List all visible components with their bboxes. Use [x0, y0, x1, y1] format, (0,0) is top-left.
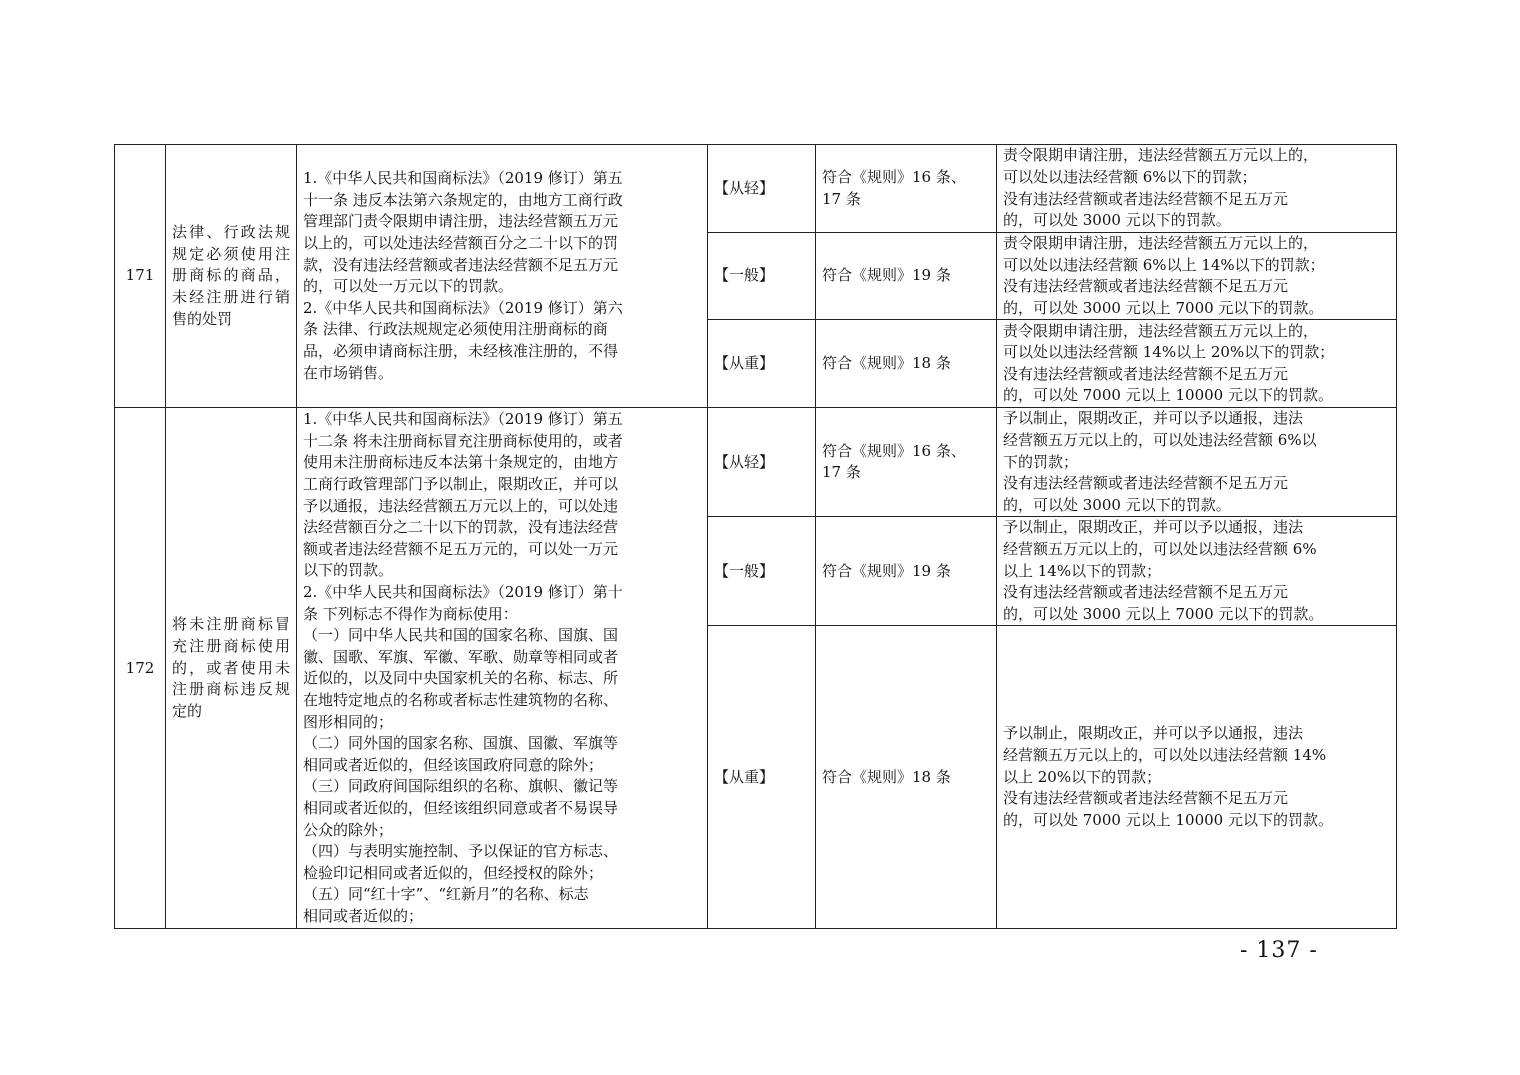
text-line: 十二条 将未注册商标冒充注册商标使用的，或者: [303, 431, 623, 450]
discretion-level-severe: 【从重】: [708, 320, 816, 408]
text-line: 予以通报，违法经营额五万元以上的，可以处违: [303, 496, 619, 515]
text-line: 没有违法经营额或者违法经营额不足五万元: [1003, 189, 1289, 208]
legal-basis: [297, 145, 708, 408]
penalty-standard: [997, 320, 1397, 408]
text-line: 图形相同的；: [303, 712, 394, 731]
text-line: 以上 20%以下的罚款；: [1003, 767, 1162, 786]
text-line: 没有违法经营额或者违法经营额不足五万元: [1003, 583, 1289, 602]
text-line: 的，可以处一万元以下的罚款。: [303, 277, 514, 296]
text-line: 条 法律、行政法规规定必须使用注册商标的商: [303, 320, 608, 339]
violation-name: 将未注册商标冒充注册商标使用的，或者使用未注册商标违反规定的: [166, 408, 297, 929]
text-line: 可以处以违法经营额 14%以上 20%以下的罚款；: [1003, 343, 1335, 362]
text-line: 使用未注册商标违反本法第十条规定的，由地方: [303, 453, 619, 472]
table-row: [115, 408, 1397, 517]
legal-basis: [297, 408, 708, 929]
text-line: 符合《规则》18 条: [822, 354, 951, 373]
table-row: [115, 145, 1397, 233]
text-line: 经营额五万元以上的，可以处以违法经营额 14%: [1003, 745, 1327, 764]
text-line: 公众的除外；: [303, 820, 394, 839]
text-line: （五）同“红十字”、“红新月”的名称、标志: [303, 885, 589, 904]
applicable-condition: [816, 320, 997, 408]
text-line: 下的罚款；: [1003, 452, 1079, 471]
text-line: 可以处以违法经营额 6%以下的罚款；: [1003, 167, 1257, 186]
text-line: 以上的，可以处违法经营额百分之二十以下的罚: [303, 234, 619, 252]
penalty-standards-table: [114, 144, 1397, 929]
table-body: [115, 145, 1397, 929]
text-line: 相同或者近似的，但经该国政府同意的除外；: [303, 755, 604, 774]
penalty-standard: [997, 517, 1397, 626]
text-line: 管理部门责令限期申请注册，违法经营额五万元: [303, 212, 619, 231]
text-line: 予以制止，限期改正，并可以予以通报，违法: [1003, 518, 1304, 537]
text-line: 符合《规则》18 条: [822, 767, 951, 786]
text-line: 以上 14%以下的罚款；: [1003, 561, 1162, 580]
text-line: （三）同政府间国际组织的名称、旗帜、徽记等: [303, 777, 619, 796]
text-line: （四）与表明实施控制、予以保证的官方标志、: [303, 842, 619, 861]
text-line: 徽、国歌、军旗、军徽、军歌、勋章等相同或者: [303, 647, 619, 666]
text-line: 经营额五万元以上的，可以处违法经营额 6%以: [1003, 430, 1317, 449]
text-line: 责令限期申请注册，违法经营额五万元以上的，: [1003, 234, 1319, 252]
text-line: 1.《中华人民共和国商标法》（2019 修订）第五: [303, 169, 623, 188]
text-line: 责令限期申请注册，违法经营额五万元以上的，: [1003, 321, 1319, 340]
applicable-condition: [816, 233, 997, 320]
text-line: 2.《中华人民共和国商标法》（2019 修订）第十: [303, 582, 623, 601]
violation-name: 法律、行政法规规定必须使用注册商标的商品，未经注册进行销售的处罚: [166, 145, 297, 408]
discretion-level-general: 【一般】: [708, 517, 816, 626]
row-number: 172: [115, 408, 166, 929]
discretion-level-severe: 【从重】: [708, 626, 816, 929]
text-line: 条 下列标志不得作为商标使用：: [303, 604, 518, 623]
text-line: （二）同外国的国家名称、国旗、国徽、军旗等: [303, 734, 619, 753]
text-line: 相同或者近似的，但经该组织同意或者不易误导: [303, 798, 619, 817]
text-line: 近似的，以及同中央国家机关的名称、标志、所: [303, 669, 619, 688]
text-line: 没有违法经营额或者违法经营额不足五万元: [1003, 474, 1289, 493]
text-line: 的，可以处 7000 元以上 10000 元以下的罚款。: [1003, 386, 1333, 405]
applicable-condition: [816, 517, 997, 626]
text-line: 工商行政管理部门予以制止，限期改正，并可以: [303, 475, 619, 493]
text-line: 的，可以处 3000 元以下的罚款。: [1003, 211, 1231, 230]
text-line: 符合《规则》16 条、: [822, 167, 966, 186]
text-line: 检验印记相同或者近似的，但经授权的除外；: [303, 863, 604, 882]
text-line: 符合《规则》16 条、: [822, 441, 966, 460]
text-line: 17 条: [822, 463, 861, 482]
text-line: 法经营额百分之二十以下的罚款，没有违法经营: [303, 518, 619, 537]
text-line: 1.《中华人民共和国商标法》（2019 修订）第五: [303, 410, 623, 429]
discretion-level-general: 【一般】: [708, 233, 816, 320]
text-line: 责令限期申请注册，违法经营额五万元以上的，: [1003, 146, 1319, 165]
text-line: 的，可以处 3000 元以上 7000 元以下的罚款。: [1003, 604, 1324, 623]
text-line: 没有违法经营额或者违法经营额不足五万元: [1003, 789, 1289, 808]
text-line: 可以处以违法经营额 6%以上 14%以下的罚款；: [1003, 255, 1325, 274]
text-line: 额或者违法经营额不足五万元的，可以处一万元: [303, 539, 619, 558]
penalty-standard: [997, 145, 1397, 233]
text-line: 款，没有违法经营额或者违法经营额不足五万元: [303, 255, 619, 274]
text-line: 经营额五万元以上的，可以处以违法经营额 6%: [1003, 539, 1317, 558]
penalty-standard: [997, 408, 1397, 517]
text-line: 17 条: [822, 189, 861, 208]
applicable-condition: [816, 145, 997, 233]
applicable-condition: [816, 626, 997, 929]
text-line: 的，可以处 7000 元以上 10000 元以下的罚款。: [1003, 810, 1333, 829]
text-line: 相同或者近似的；: [303, 906, 424, 925]
penalty-standard: [997, 626, 1397, 929]
text-line: 品，必须申请商标注册，未经核准注册的，不得: [303, 341, 619, 360]
page-number: - 137 -: [1240, 938, 1318, 963]
text-line: 的，可以处 3000 元以下的罚款。: [1003, 495, 1231, 514]
text-line: 2.《中华人民共和国商标法》（2019 修订）第六: [303, 298, 623, 317]
discretion-level-lenient: 【从轻】: [708, 408, 816, 517]
text-line: 符合《规则》19 条: [822, 266, 951, 285]
text-line: 在地特定地点的名称或者标志性建筑物的名称、: [303, 690, 619, 709]
text-line: 没有违法经营额或者违法经营额不足五万元: [1003, 277, 1289, 296]
applicable-condition: [816, 408, 997, 517]
penalty-standard: [997, 233, 1397, 320]
text-line: 的，可以处 3000 元以上 7000 元以下的罚款。: [1003, 298, 1324, 317]
text-line: 予以制止，限期改正，并可以予以通报，违法: [1003, 409, 1304, 428]
row-number: 171: [115, 145, 166, 408]
text-line: 没有违法经营额或者违法经营额不足五万元: [1003, 364, 1289, 383]
text-line: 十一条 违反本法第六条规定的，由地方工商行政: [303, 190, 623, 209]
text-line: （一）同中华人民共和国的国家名称、国旗、国: [303, 626, 619, 645]
text-line: 予以制止，限期改正，并可以予以通报，违法: [1003, 724, 1304, 743]
text-line: 以下的罚款。: [303, 561, 394, 580]
text-line: 符合《规则》19 条: [822, 561, 951, 580]
discretion-level-lenient: 【从轻】: [708, 145, 816, 233]
text-line: 在市场销售。: [303, 363, 394, 382]
